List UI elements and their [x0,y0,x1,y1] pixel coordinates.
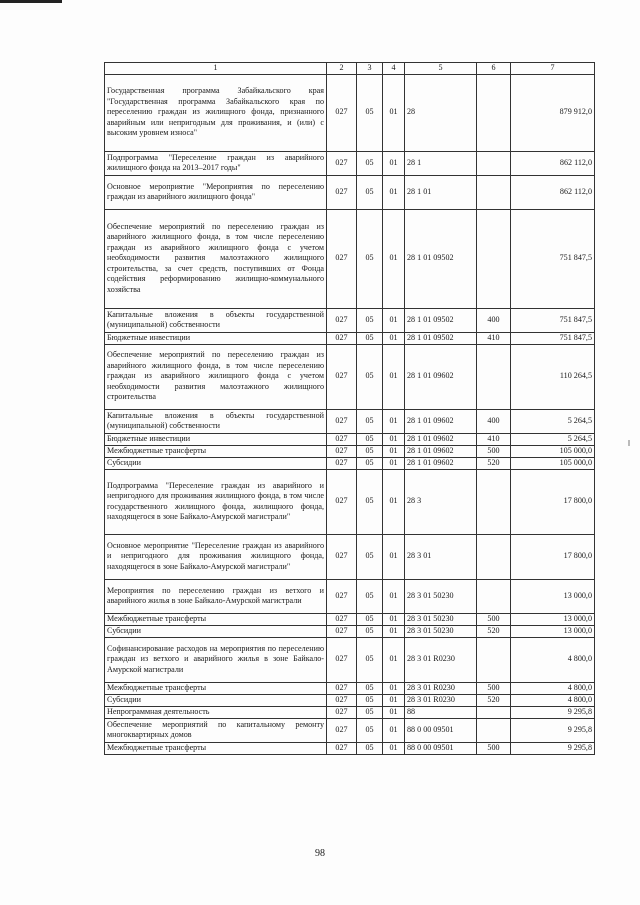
row-code-vr: 400 [477,308,511,332]
row-code-rz: 05 [357,637,383,682]
table-row [105,637,595,682]
header-cell-rz: 3 [357,63,383,75]
row-amount: 879 912,0 [511,74,595,151]
row-code-gr: 027 [327,718,357,742]
row-name: Мероприятия по переселению граждан из ветхого и аварийного жилья в зоне Байкало-Амурской магистрали [105,579,327,613]
row-code-gr: 027 [327,613,357,625]
row-amount: 9 295,8 [511,742,595,754]
row-code-pr: 01 [383,706,405,718]
row-code-rz: 05 [357,209,383,308]
row-code-gr: 027 [327,175,357,209]
row-code-pr: 01 [383,742,405,754]
row-amount: 5 264,5 [511,409,595,433]
table-row [105,332,595,344]
row-code-gr: 027 [327,457,357,469]
row-code-csr: 28 [405,74,477,151]
row-code-pr: 01 [383,637,405,682]
row-amount: 751 847,5 [511,308,595,332]
row-name: Обеспечение мероприятий по переселению граждан из аварийного жилищного фонда, в том числе переселению граждан из аварийного жилищного фонда с учетом необходимости развития малоэтажного жилищного строительства, за счет средств, поступивших от Фонда содействия реформированию жилищно-коммунального хозяйства [105,209,327,308]
row-code-rz: 05 [357,457,383,469]
row-code-csr: 28 3 01 R0230 [405,694,477,706]
row-amount: 13 000,0 [511,579,595,613]
row-code-pr: 01 [383,409,405,433]
row-amount: 4 800,0 [511,694,595,706]
row-code-vr: 520 [477,694,511,706]
row-code-rz: 05 [357,579,383,613]
row-code-vr: 500 [477,445,511,457]
table-row [105,469,595,534]
table-header-row [105,63,595,75]
row-code-rz: 05 [357,332,383,344]
row-code-vr [477,74,511,151]
row-code-csr: 28 1 01 09502 [405,308,477,332]
row-name: Межбюджетные трансферты [105,613,327,625]
row-code-pr: 01 [383,332,405,344]
table-row [105,409,595,433]
row-code-rz: 05 [357,682,383,694]
row-code-gr: 027 [327,344,357,409]
row-amount: 13 000,0 [511,625,595,637]
row-code-csr: 28 1 01 09602 [405,433,477,445]
row-name: Подпрограмма "Переселение граждан из аварийного жилищного фонда на 2013–2017 годы" [105,151,327,175]
row-code-pr: 01 [383,534,405,579]
row-code-pr: 01 [383,175,405,209]
header-cell-sum: 7 [511,63,595,75]
row-code-vr [477,718,511,742]
row-code-gr: 027 [327,332,357,344]
row-name: Государственная программа Забайкальского края "Государственная программа Забайкальского края по переселению граждан из жилищного фонда, признанного аварийным или непригодным для проживания, и (или) с высоким уровнем износа" [105,74,327,151]
row-code-csr: 28 3 01 50230 [405,625,477,637]
row-code-csr: 28 3 01 R0230 [405,637,477,682]
row-name: Основное мероприятие "Переселение граждан из аварийного и непригодного для проживания жилищного фонда, находящегося в зоне Байкало-Амурской магистрали" [105,534,327,579]
row-code-gr: 027 [327,706,357,718]
row-code-gr: 027 [327,209,357,308]
row-code-pr: 01 [383,613,405,625]
header-cell-csr: 5 [405,63,477,75]
row-code-gr: 027 [327,534,357,579]
row-code-vr: 400 [477,409,511,433]
row-code-rz: 05 [357,534,383,579]
row-code-gr: 027 [327,308,357,332]
row-code-pr: 01 [383,445,405,457]
row-name: Субсидии [105,625,327,637]
table-body [105,63,595,755]
row-code-vr [477,344,511,409]
row-code-gr: 027 [327,637,357,682]
row-code-pr: 01 [383,433,405,445]
row-code-rz: 05 [357,706,383,718]
row-name: Бюджетные инвестиции [105,332,327,344]
row-code-vr [477,706,511,718]
row-code-rz: 05 [357,445,383,457]
table-row [105,742,595,754]
row-code-csr: 28 3 01 R0230 [405,682,477,694]
row-amount: 9 295,8 [511,706,595,718]
row-code-csr: 28 1 01 09602 [405,445,477,457]
row-code-gr: 027 [327,579,357,613]
row-code-rz: 05 [357,613,383,625]
row-amount: 862 112,0 [511,175,595,209]
row-name: Софинансирование расходов на мероприятия по переселению граждан из ветхого и аварийного жилья в зоне Байкало-Амурской магистрали [105,637,327,682]
row-code-csr: 28 3 01 50230 [405,613,477,625]
row-code-csr: 28 3 [405,469,477,534]
row-code-vr: 500 [477,682,511,694]
row-code-vr: 500 [477,742,511,754]
header-cell-gr: 2 [327,63,357,75]
table-row [105,694,595,706]
table-row [105,706,595,718]
row-code-gr: 027 [327,625,357,637]
row-code-rz: 05 [357,74,383,151]
row-code-pr: 01 [383,74,405,151]
page-number: 98 [315,848,325,859]
row-code-csr: 28 1 01 09602 [405,344,477,409]
row-name: Субсидии [105,694,327,706]
table-row [105,625,595,637]
row-code-vr [477,151,511,175]
row-code-vr [477,209,511,308]
budget-table [104,62,595,755]
row-code-vr [477,637,511,682]
row-name: Бюджетные инвестиции [105,433,327,445]
row-code-gr: 027 [327,433,357,445]
row-code-gr: 027 [327,694,357,706]
row-code-rz: 05 [357,175,383,209]
row-code-csr: 88 0 00 09501 [405,718,477,742]
row-name: Межбюджетные трансферты [105,682,327,694]
row-name: Капитальные вложения в объекты государственной (муниципальной) собственности [105,409,327,433]
row-code-gr: 027 [327,445,357,457]
row-amount: 751 847,5 [511,332,595,344]
table-row [105,682,595,694]
row-code-rz: 05 [357,469,383,534]
row-code-vr: 520 [477,625,511,637]
table-row [105,308,595,332]
table-row [105,579,595,613]
row-amount: 17 800,0 [511,469,595,534]
row-code-rz: 05 [357,694,383,706]
table-row [105,534,595,579]
header-cell-name: 1 [105,63,327,75]
row-code-vr: 410 [477,332,511,344]
row-code-csr: 28 3 01 [405,534,477,579]
row-code-vr [477,469,511,534]
row-code-csr: 28 1 01 [405,175,477,209]
row-code-rz: 05 [357,625,383,637]
row-code-vr [477,579,511,613]
table-row [105,613,595,625]
table-row [105,433,595,445]
row-amount: 105 000,0 [511,457,595,469]
row-amount: 751 847,5 [511,209,595,308]
row-amount: 862 112,0 [511,151,595,175]
row-amount: 9 295,8 [511,718,595,742]
row-code-rz: 05 [357,344,383,409]
row-code-rz: 05 [357,433,383,445]
row-code-pr: 01 [383,718,405,742]
row-code-csr: 88 [405,706,477,718]
row-name: Основное мероприятие "Мероприятия по переселению граждан из аварийного жилищного фонда" [105,175,327,209]
table-row [105,175,595,209]
row-name: Межбюджетные трансферты [105,445,327,457]
row-name: Подпрограмма "Переселение граждан из аварийного и непригодного для проживания жилищного фонда, в том числе государственного жилищного фонда, жилищного фонда, находящегося в зоне Байкало-Амурской магистрали" [105,469,327,534]
row-code-rz: 05 [357,718,383,742]
header-cell-pr: 4 [383,63,405,75]
row-code-csr: 28 1 01 09502 [405,209,477,308]
row-code-pr: 01 [383,151,405,175]
row-code-csr: 28 1 [405,151,477,175]
row-code-gr: 027 [327,74,357,151]
row-amount: 105 000,0 [511,445,595,457]
row-code-vr: 520 [477,457,511,469]
row-code-gr: 027 [327,409,357,433]
row-code-vr [477,534,511,579]
table-row [105,209,595,308]
row-code-csr: 28 1 01 09502 [405,332,477,344]
row-code-pr: 01 [383,682,405,694]
row-code-rz: 05 [357,308,383,332]
row-name: Обеспечение мероприятий по переселению граждан из аварийного жилищного фонда, в том числе переселению граждан из аварийного жилищного фонда с учетом необходимости развития малоэтажного жилищного строительства [105,344,327,409]
table-row [105,151,595,175]
row-code-gr: 027 [327,469,357,534]
row-code-csr: 28 1 01 09602 [405,409,477,433]
row-code-rz: 05 [357,742,383,754]
header-cell-vr: 6 [477,63,511,75]
row-code-rz: 05 [357,409,383,433]
row-code-gr: 027 [327,682,357,694]
table-row [105,445,595,457]
row-name: Субсидии [105,457,327,469]
row-code-pr: 01 [383,579,405,613]
row-code-rz: 05 [357,151,383,175]
row-amount: 110 264,5 [511,344,595,409]
row-amount: 17 800,0 [511,534,595,579]
row-code-pr: 01 [383,469,405,534]
table-row [105,718,595,742]
row-name: Капитальные вложения в объекты государственной (муниципальной) собственности [105,308,327,332]
row-code-gr: 027 [327,742,357,754]
row-name: Непрограммная деятельность [105,706,327,718]
table-row [105,74,595,151]
row-code-vr [477,175,511,209]
row-code-gr: 027 [327,151,357,175]
row-code-vr: 410 [477,433,511,445]
row-code-csr: 28 3 01 50230 [405,579,477,613]
row-amount: 4 800,0 [511,637,595,682]
row-code-pr: 01 [383,625,405,637]
row-code-pr: 01 [383,457,405,469]
row-code-pr: 01 [383,344,405,409]
row-name: Межбюджетные трансферты [105,742,327,754]
row-code-csr: 28 1 01 09602 [405,457,477,469]
row-code-pr: 01 [383,694,405,706]
row-code-csr: 88 0 00 09501 [405,742,477,754]
scan-edge-mark [0,0,62,3]
table-row [105,344,595,409]
table-row [105,457,595,469]
row-code-pr: 01 [383,209,405,308]
row-amount: 13 000,0 [511,613,595,625]
row-amount: 5 264,5 [511,433,595,445]
row-code-pr: 01 [383,308,405,332]
scan-margin-tick [628,440,630,446]
row-amount: 4 800,0 [511,682,595,694]
row-code-vr: 500 [477,613,511,625]
row-name: Обеспечение мероприятий по капитальному ремонту многоквартирных домов [105,718,327,742]
